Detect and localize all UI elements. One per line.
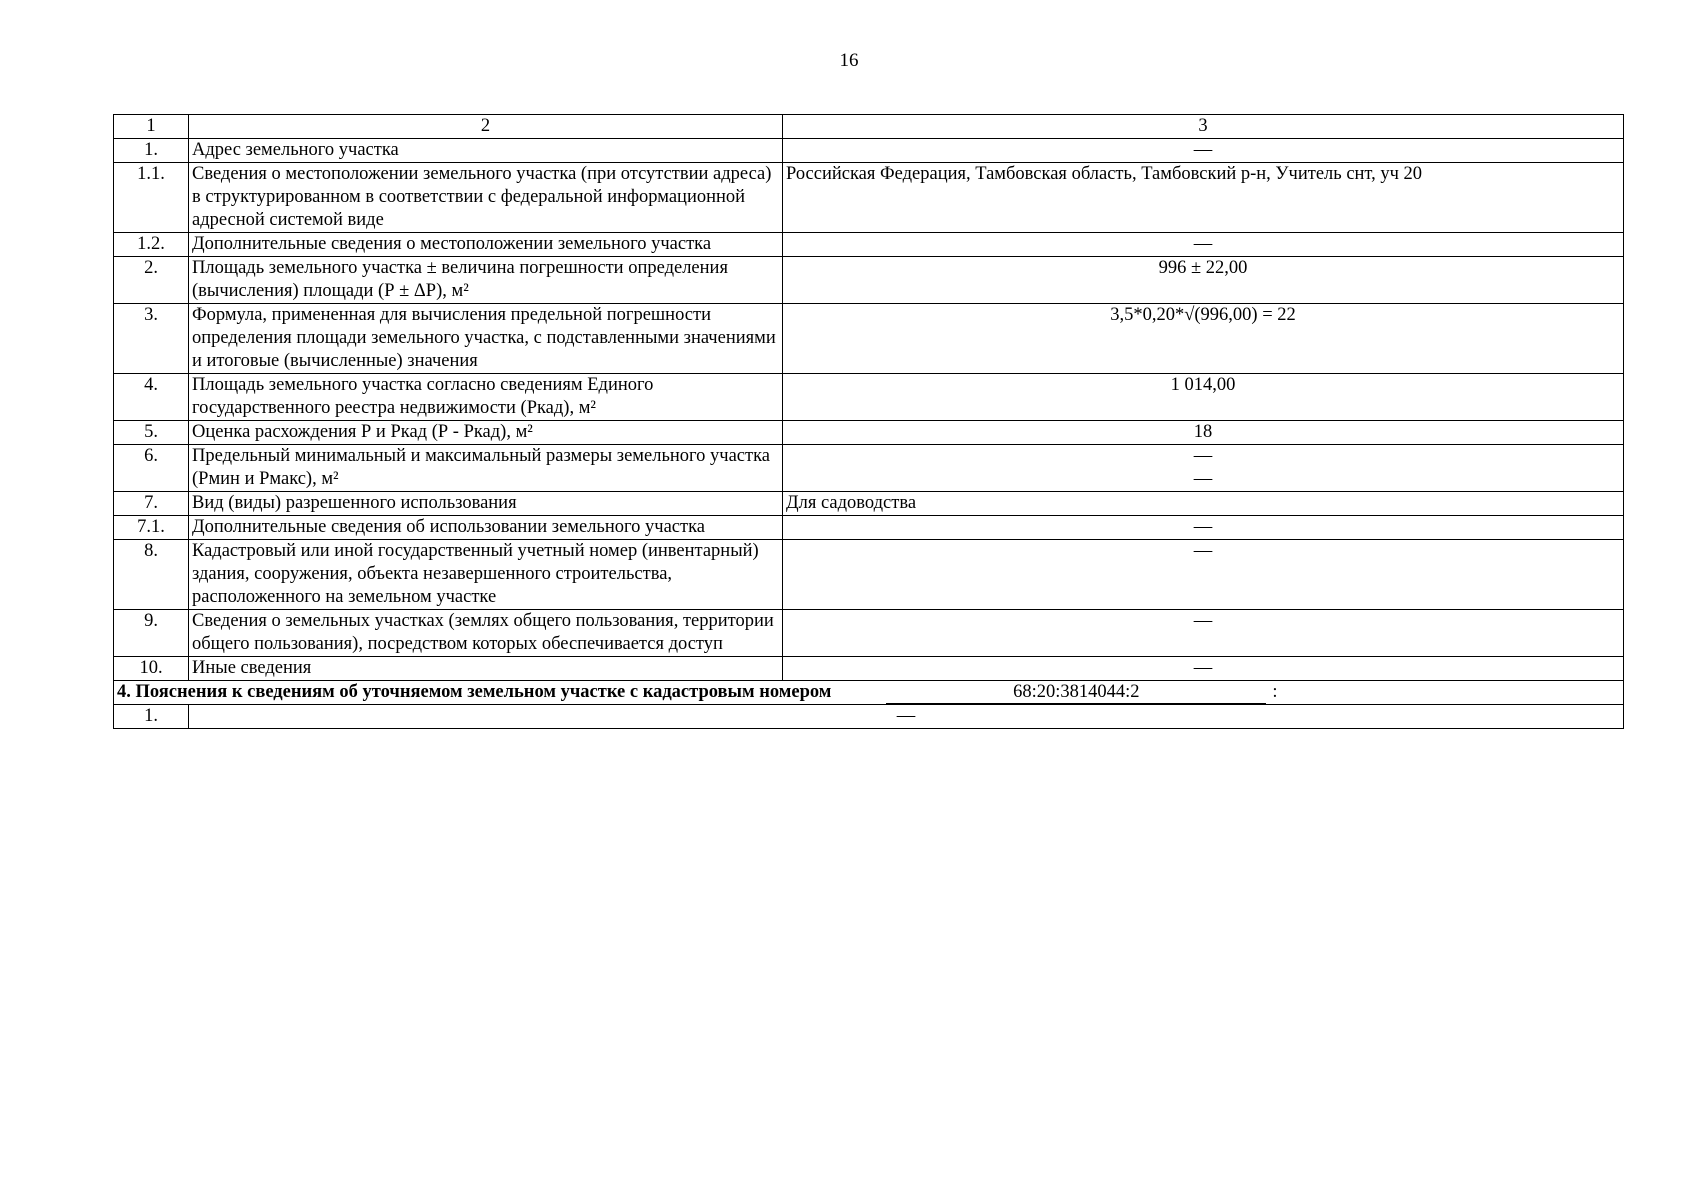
max-size-value: — [1193, 469, 1213, 489]
table-row [114, 492, 1624, 516]
table-row [114, 163, 1624, 233]
row-number: 2. [114, 257, 189, 304]
row-value: 996 ± 22,00 [783, 257, 1624, 304]
table-row [114, 374, 1624, 421]
row-value: — [783, 516, 1624, 540]
row-label: Сведения о местоположении земельного участка (при отсутствии адреса) в структурированном в соответствии с федеральной информационной адресной системой виде [189, 163, 783, 233]
row-number: 1. [114, 139, 189, 163]
row-value: — [783, 610, 1624, 657]
row-label: Вид (виды) разрешенного использования [189, 492, 783, 516]
land-plot-info-table [113, 114, 1624, 729]
header-col-3: 3 [783, 115, 1624, 139]
row-value: Для садоводства [783, 492, 1624, 516]
section-4-title: 4. Пояснения к сведениям об уточняемом земельном участке с кадастровым номером [117, 682, 832, 702]
row-label: Оценка расхождения Р и Ркад (Р - Ркад), м² [189, 421, 783, 445]
row-number: 9. [114, 610, 189, 657]
table-row [114, 657, 1624, 681]
row-label: Площадь земельного участка ± величина погрешности определения (вычисления) площади (Р ± ΔР), м² [189, 257, 783, 304]
min-size-value: — [1193, 446, 1213, 466]
row-number: 5. [114, 421, 189, 445]
row-value: — [783, 657, 1624, 681]
row-value: — [783, 540, 1624, 610]
row-number: 7.1. [114, 516, 189, 540]
row-label: Иные сведения [189, 657, 783, 681]
header-col-2: 2 [189, 115, 783, 139]
header-col-1: 1 [114, 115, 189, 139]
table-row [114, 540, 1624, 610]
row-label: Кадастровый или иной государственный учетный номер (инвентарный) здания, сооружения, объекта незавершенного строительства, расположенного на земельном участке [189, 540, 783, 610]
row-value: 18 [783, 421, 1624, 445]
row-value: — [783, 233, 1624, 257]
row-number: 10. [114, 657, 189, 681]
row-number: 4. [114, 374, 189, 421]
row-value: 1 014,00 [783, 374, 1624, 421]
row-label: Дополнительные сведения об использовании земельного участка [189, 516, 783, 540]
table-row [114, 705, 1624, 729]
row-value: — [783, 139, 1624, 163]
table-row [114, 445, 1624, 492]
row-number: 1. [114, 705, 189, 729]
table-row [114, 257, 1624, 304]
table-row [114, 233, 1624, 257]
row-label: Площадь земельного участка согласно сведениям Единого государственного реестра недвижимости (Ркад), м² [189, 374, 783, 421]
row-label: Сведения о земельных участках (землях общего пользования, территории общего пользования), посредством которых обеспечивается доступ [189, 610, 783, 657]
row-label: Предельный минимальный и максимальный размеры земельного участка (Рмин и Рмакс), м² [189, 445, 783, 492]
table-row [114, 516, 1624, 540]
section-4-colon: : [1272, 682, 1278, 702]
table-row [114, 421, 1624, 445]
cadastral-number: 68:20:3814044:2 [886, 682, 1266, 704]
row-label: Формула, примененная для вычисления предельной погрешности определения площади земельного участка, с подставленными значениями и итоговые (вычисленные) значения [189, 304, 783, 374]
row-label: Адрес земельного участка [189, 139, 783, 163]
table-row [114, 610, 1624, 657]
section-4-heading [114, 681, 1624, 705]
row-number: 1.1. [114, 163, 189, 233]
row-number: 6. [114, 445, 189, 492]
section-4-row-value: — [189, 705, 1624, 729]
row-label: Дополнительные сведения о местоположении земельного участка [189, 233, 783, 257]
row-value: Российская Федерация, Тамбовская область, Тамбовский р-н, Учитель снт, уч 20 [783, 163, 1624, 233]
table-header-row [114, 115, 1624, 139]
table-row [114, 139, 1624, 163]
section-4-heading-row [114, 681, 1624, 705]
row-value: 3,5*0,20*√(996,00) = 22 [783, 304, 1624, 374]
row-value-min-max [783, 445, 1624, 492]
page-number: 16 [839, 50, 859, 71]
row-number: 1.2. [114, 233, 189, 257]
row-number: 7. [114, 492, 189, 516]
row-number: 8. [114, 540, 189, 610]
table-row [114, 304, 1624, 374]
row-number: 3. [114, 304, 189, 374]
